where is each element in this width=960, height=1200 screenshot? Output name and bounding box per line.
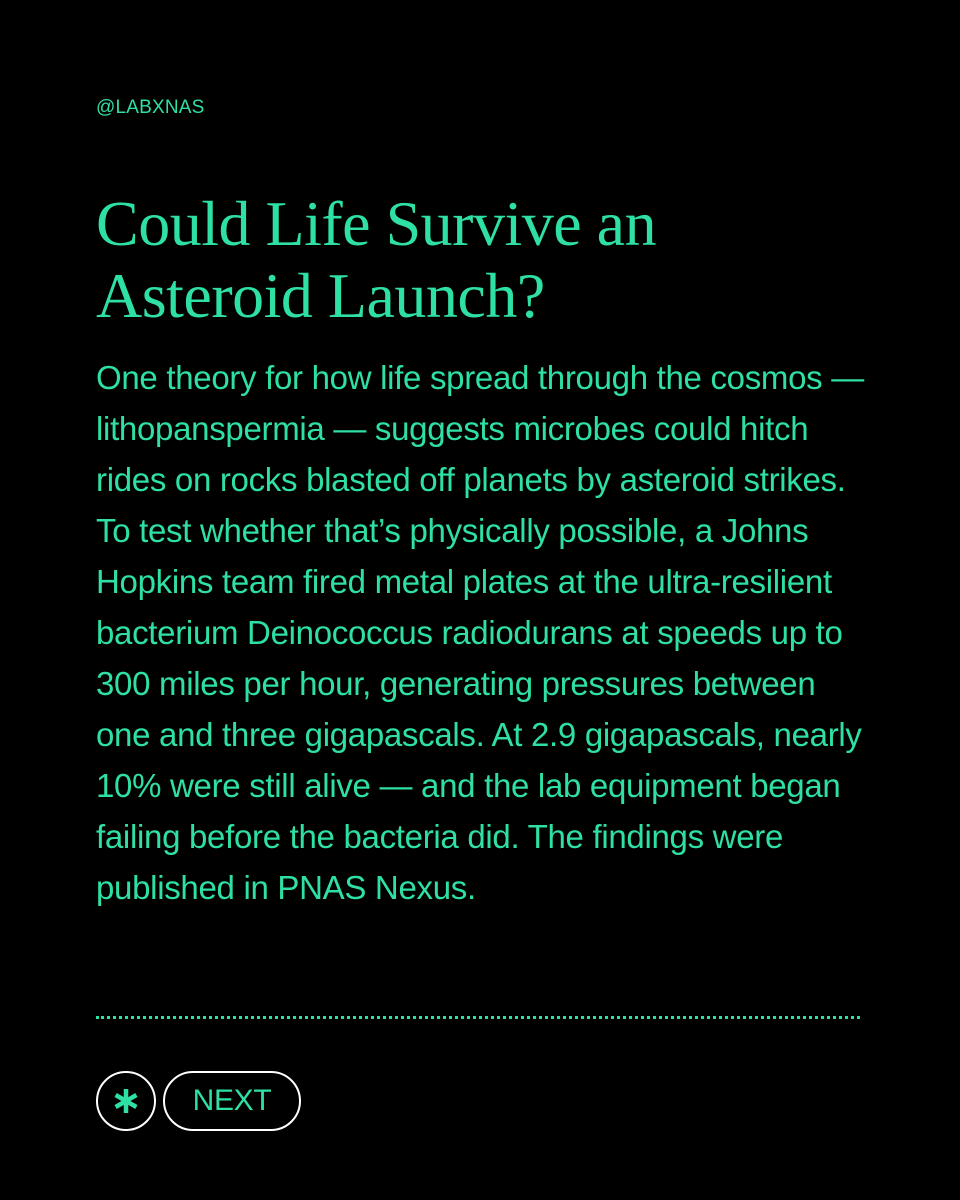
asterisk-button[interactable] bbox=[96, 1071, 156, 1131]
next-button[interactable]: NEXT bbox=[163, 1071, 301, 1131]
page-title: Could Life Survive an Asteroid Launch? bbox=[96, 188, 657, 331]
body-paragraph: One theory for how life spread through the cosmos — lithopanspermia — suggests microbes could hitch rides on rocks blasted off planets by asteroid strikes. To test whether that’s physically possible, a Johns Hopkins team fired metal plates at the ultra-resilient bacterium Deinococcus radiodurans at speeds up to 300 miles per hour, generating pressures between one and three gigapascals. At 2.9 gigapascals, nearly 10% were still alive — and the lab equipment began failing before the bacteria did. The findings were published in PNAS Nexus. bbox=[96, 359, 864, 906]
asterisk-icon bbox=[111, 1086, 141, 1116]
account-handle: @LABXNAS bbox=[96, 97, 205, 118]
dotted-divider bbox=[96, 1016, 860, 1019]
